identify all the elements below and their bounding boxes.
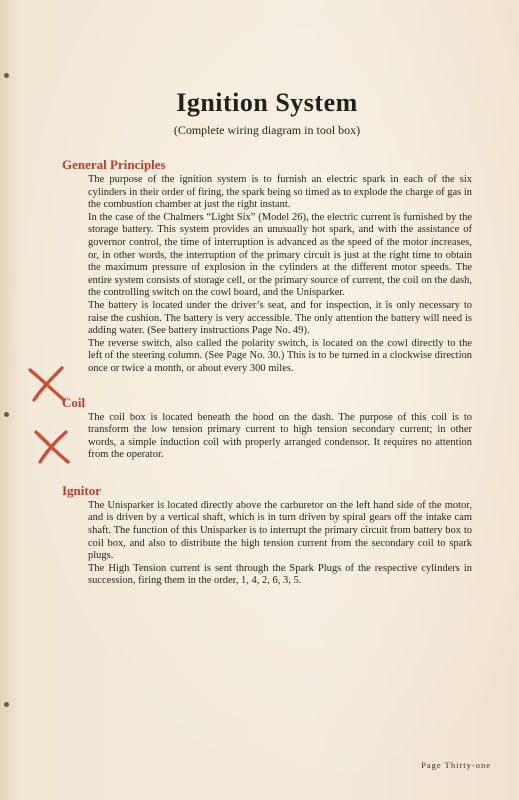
paragraph: In the case of the Chalmers “Light Six” (Model 26), the electric current is furnished by the storage battery. This system provides an unusually hot spark, and with the assistance of governor control, the time of interruption is advanced as the speed of the motor increases, or, in other words, the interruption of the primary circuit is just at the right time to obtain the maximum pressure of explosion in the cylinders at the different motor speeds. The entire system consists of storage cell, or the primary source of current, the coil on the dash, the controlling switch on the cowl board, and the Unisparker. [88, 211, 472, 299]
section-heading-general-principles: General Principles [62, 157, 166, 172]
paragraph: The coil box is located beneath the hood on the dash. The purpose of this coil is to transform the low tension primary current to high tension secondary current; in other words, a simple induction coil with properly arranged condensor. It requires no attention from the operator. [88, 411, 472, 461]
page-title: Ignition System [176, 88, 358, 117]
binding-hole [4, 702, 9, 707]
binding-hole [4, 73, 9, 78]
page-subtitle: (Complete wiring diagram in tool box) [173, 123, 361, 137]
paragraph: The battery is located under the driver’s seat, and for inspection, it is only necessary to raise the cushion. The battery is very accessible. The only attention the battery will need is adding water. (See battery instructions Page No. 49). [88, 299, 472, 337]
paragraph: The Unisparker is located directly above the carburetor on the left hand side of the motor, and is driven by a vertical shaft, which is in turn driven by spiral gears off the intake cam shaft. The function of this Unisparker is to interrupt the primary circuit from battery box to coil box, and also to distribute the high tension current from the secondary coil to spark plugs. [88, 499, 472, 562]
paragraph: The reverse switch, also called the polarity switch, is located on the cowl directly to the left of the steering column. (See Page No. 30.) This is to be turned in a clockwise direction once or twice a month, or about every 300 miles. [88, 337, 472, 374]
paragraph: The High Tension current is sent through the Spark Plugs of the respective cylinders in succession, firing them in the order, 1, 4, 2, 6, 3, 5. [88, 562, 472, 587]
section-heading-ignitor: Ignitor [62, 482, 101, 498]
page-content [62, 88, 472, 588]
section-heading-coil: Coil [62, 394, 86, 410]
page-number: Page Thirty-one [421, 760, 491, 770]
paragraph: The purpose of the ignition system is to furnish an electric spark in each of the six cylinders in their order of firing, the spark being so timed as to explode the charge of gas in the combustion chamber at just the right instant. [88, 174, 472, 211]
binding-hole [4, 412, 9, 417]
